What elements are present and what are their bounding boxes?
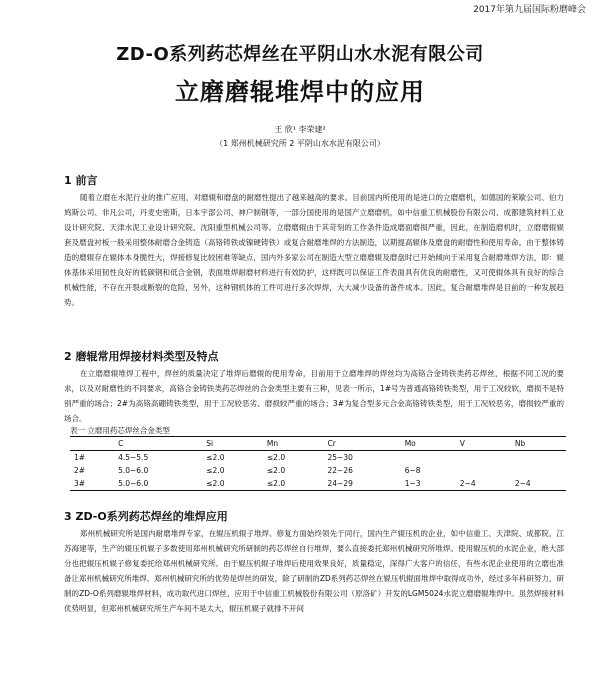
table-header-cell: C <box>114 437 202 451</box>
table-cell <box>456 464 511 477</box>
table-cell: 2~4 <box>511 477 566 491</box>
table-header-cell: Mo <box>401 437 456 451</box>
table-cell: 6~8 <box>404 466 421 475</box>
table-cell <box>511 451 566 465</box>
table-cell: 24~29 <box>324 477 401 491</box>
paper-title-line2: 立磨磨辊堆焊中的应用 <box>175 78 425 106</box>
table-row <box>70 451 566 465</box>
section-application-paragraph: 郑州机械研究所是国内耐磨堆焊专家，在辊压机辊子堆焊、修复方面始终领先于同行，国内生产辊压机的企业，如中信重工、天津院、成都院、江苏海建等，生产的辊压机辊子多数使用郑州机械研究所研制的药芯焊丝自行堆焊，要么直接委托郑州机械研究所堆焊。使用辊压机的水泥企业，绝大部分也把辊压机辊子修复委托给郑州机械研究所。由于辊压机辊子堆焊后使用效果良好，质量稳定，深得广大客户的信任，有些水泥企业使用的立磨也准备让郑州机械研究所堆焊。郑州机械研究所的优势是焊丝的研发，除了研制的ZD系列药芯焊丝在辊压机辊面堆焊中取得成功外，经过多年科研努力，研制的ZD-O系列磨辊堆焊材料，成功取代进口焊丝，应用于中信重工机械股份有限公司（原洛矿）开发的LGM5024水泥立磨磨辊堆焊中。虽然焊接材料优势明显，但郑州机械研究所生产车间不是太大，辊压机辊子就排不开间 <box>64 529 564 613</box>
section-intro-paragraph: 随着立磨在水泥行业的推广应用，对磨辊和磨盘的耐磨性提出了越来越高的要求。目前国内所使用的是进口的立磨磨机，如德国的莱歇公司、伯力鸠斯公司、非凡公司，丹麦史密斯，日本宇部公司、神户制钢等，一部分国使用的是国产立磨磨机，如中信重工机械股份有限公司、成都建筑材料工业设计研究院、天津水泥工业设计研究院、沈阳重型机械公司等。立磨磨辊由于其苛刻的工作条件造成磨面磨损严重，因此，在制造磨机时，立磨磨辊辊套及磨盘衬板一般采用整体耐磨合金铸造（高铬铸铁或镍硬铸铁）或复合耐磨堆焊的方法制造，以期提高辊体及磨盘的耐磨性和使用寿命。由于整体铸造的磨辊存在辊体本身脆性大，焊接修复比较困难等缺点，国内外多家公司在制造大型立磨磨辊及磨盘时已开始倾向于采用复合耐磨堆焊方法，即：辊体基体采用韧性良好的低碳钢和低合金钢，表面堆焊耐磨材料进行有效防护，这样既可以保证工件表面具有优良的耐磨性，又可使辊体具有良好的综合机械性能，不存在开裂或断裂的危险，另外，这种钢机体的工件可进行多次焊焊，大大减少设备的备件成本。因此，复合耐磨堆焊是目前的一种发展趋势。 <box>64 193 564 307</box>
paper-title-line1: ZD-O系列药芯焊丝在平阴山水水泥有限公司 <box>116 44 484 65</box>
table-header-cell: Si <box>202 437 263 451</box>
table-header-cell: V <box>456 437 511 451</box>
table-row <box>70 464 566 477</box>
authors: 王 欣¹ 李荣建² <box>274 125 326 134</box>
table-cell: 5.0~6.0 <box>114 477 202 491</box>
table-header-row <box>70 437 566 451</box>
section-heading-application: 3 ZD-O系列药芯焊丝的堆焊应用 <box>64 510 228 523</box>
table-cell: 2~4 <box>456 477 511 491</box>
table-cell <box>401 451 456 465</box>
table-cell: ≤2.0 <box>206 466 225 475</box>
table-cell: ≤2.0 <box>263 477 324 491</box>
table-cell: 3# <box>70 477 114 491</box>
section-heading-intro: 1 前言 <box>64 174 98 187</box>
affiliation: （1 郑州机械研究所 2 平阴山水水泥有限公司） <box>215 139 385 148</box>
table-row <box>70 477 566 491</box>
table-cell <box>511 464 566 477</box>
table-cell: ≤2.0 <box>202 477 263 491</box>
table-cell: 22~26 <box>327 466 353 475</box>
table-cell: 1~3 <box>401 477 456 491</box>
table-cell: 5.0~6.0 <box>118 466 149 475</box>
table-header-cell: Nb <box>511 437 566 451</box>
table-cell: 2# <box>74 466 86 475</box>
conference-header: 2017年第九届国际粉磨峰会 <box>473 5 586 15</box>
table-cell <box>456 451 511 465</box>
section-heading-materials: 2 磨辊常用焊接材料类型及特点 <box>64 350 219 363</box>
table-cell: 25~30 <box>327 453 353 462</box>
section-materials-paragraph: 在立磨磨辊堆焊工程中，焊丝的质量决定了堆焊后磨辊的使用寿命，目前用于立磨堆焊的焊丝均为高铬合金铸铁类药芯焊丝，根据不同工况的要求，以及对耐磨性的不同要求，高铬合金铸铁类药芯焊丝的合金类型主要有三种，见表一所示，1#号为普通高铬铸铁类型，用于工况较软，磨损不是特别严重的场合；2#为高铬高硼铸铁类型，用于工况较恶劣、磨损较严重的场合；3#为复合型多元合金高铬铸铁类型，用于工况较恶劣，磨损较严重的场合。 <box>64 369 564 423</box>
alloy-composition-table <box>70 436 566 491</box>
table-header-cell: Mn <box>263 437 324 451</box>
table-cell: ≤2.0 <box>266 453 286 462</box>
table-cell: 1# <box>74 453 86 462</box>
table-header-cell: Cr <box>324 437 401 451</box>
table-cell: 4.5~5.5 <box>118 453 149 462</box>
table-cell: ≤2.0 <box>266 466 286 475</box>
table-cell: ≤2.0 <box>206 453 225 462</box>
table-caption: 表一 立磨用药芯焊丝合金类型 <box>70 426 170 435</box>
table-header-cell <box>70 437 114 451</box>
